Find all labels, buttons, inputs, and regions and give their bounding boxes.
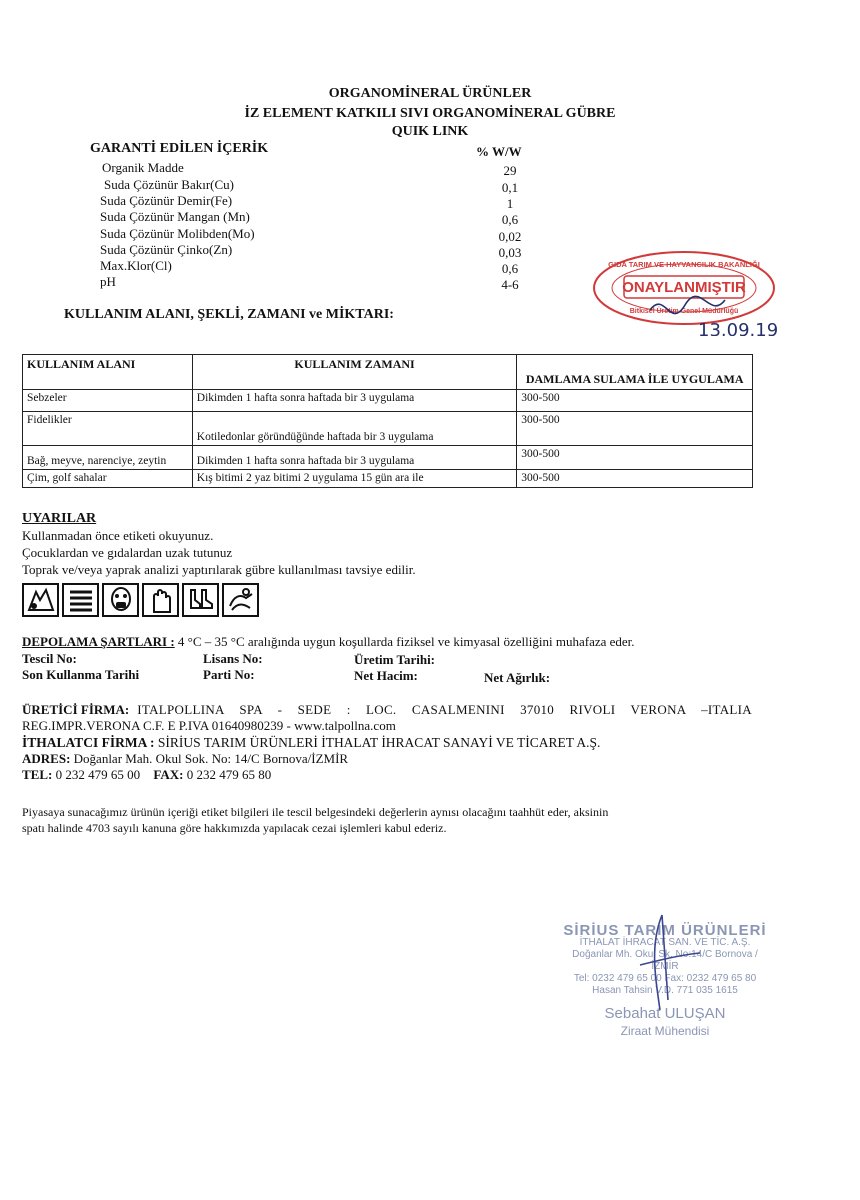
stamp-approved: ONAYLANMIŞTIR <box>622 279 746 296</box>
importer-label: İTHALATCI FİRMA : <box>22 735 155 750</box>
ingredient-name: Suda Çözünür Demir(Fe) <box>100 193 233 208</box>
importer-line <box>22 735 600 751</box>
table-cell: Kotiledonlar göründüğünde haftada bir 3 uygulama <box>192 412 517 446</box>
ingredient-name: Organik Madde <box>102 160 184 175</box>
doc-title-line1: ORGANOMİNERAL ÜRÜNLER <box>328 86 532 101</box>
table-cell: Kış bitimi 2 yaz bitimi 2 uygulama 15 gün ara ile <box>192 470 517 488</box>
usage-table <box>22 354 753 488</box>
table-header-row <box>23 355 753 390</box>
declaration-line1: Piyasaya sunacağımız ürünün içeriği etiket bilgileri ile tescil belgesindeki değerlerin aynısı olacağını taahhüt eder, aksinin <box>22 805 609 819</box>
producer-reg: REG.IMPR.VERONA C.F. E P.IVA 01640980239 - www.talpollna.com <box>22 718 396 733</box>
warnings-title: UYARILAR <box>22 511 97 526</box>
column-header: KULLANIM ALANI <box>23 355 193 390</box>
table-row <box>23 412 753 446</box>
stamp-date: 13.09.19 <box>698 320 778 336</box>
warning-line: Toprak ve/veya yaprak analizi yaptırılarak gübre kullanılması tavsiye edilir. <box>22 562 416 577</box>
tel-label: TEL: <box>22 767 53 782</box>
doc-title-line2: İZ ELEMENT KATKILI SIVI ORGANOMİNERAL GÜBRE <box>244 106 616 121</box>
ingredient-value: 0,03 <box>498 245 522 260</box>
safety-pictograms <box>22 583 259 617</box>
ingredient-value: 0,1 <box>501 180 519 195</box>
declaration-line2: spatı halinde 4703 sayılı kanuna göre hakkımızda yapılacak cezai işlemleri kabul ederiz. <box>22 821 447 835</box>
face-mask-icon <box>102 583 139 617</box>
ingredient-value: 0,6 <box>501 212 519 227</box>
stamp-department: Bitkisel Üretim Genel Müdürlüğü <box>629 308 739 315</box>
ingredient-value: 0,6 <box>501 261 519 276</box>
signature-name: Sebahat ULUŞAN <box>604 1005 726 1022</box>
boots-icon <box>182 583 219 617</box>
registry-uretim: Üretim Tarihi: <box>354 652 436 667</box>
table-cell: 300-500 <box>517 446 753 470</box>
unit-header: % W/W <box>476 144 522 159</box>
table-cell: 300-500 <box>517 412 753 446</box>
producer-line <box>22 702 752 718</box>
fax-label: FAX: <box>153 767 184 782</box>
product-name: QUIK LINK <box>391 124 469 139</box>
importer-text: SİRİUS TARIM ÜRÜNLERİ İTHALAT İHRACAT SANAYİ VE TİCARET A.Ş. <box>157 735 601 750</box>
table-cell: Fidelikler <box>23 412 193 446</box>
column-header: DAMLAMA SULAMA İLE UYGULAMA <box>517 355 753 390</box>
registry-net-hacim: Net Hacim: <box>354 668 418 683</box>
table-row <box>23 470 753 488</box>
table-row <box>23 390 753 412</box>
ingredient-name: Max.Klor(Cl) <box>100 258 172 273</box>
table-cell: Dikimden 1 hafta sonra haftada bir 3 uygulama <box>192 446 517 470</box>
registry-son-kullanma: Son Kullanma Tarihi <box>22 667 140 682</box>
address-label: ADRES: <box>22 751 71 766</box>
guarantee-title: GARANTİ EDİLEN İÇERİK <box>90 141 269 156</box>
producer-label: ÜRETİCİ FİRMA: <box>22 702 130 717</box>
ingredient-value: 1 <box>506 196 514 211</box>
address-line <box>22 751 348 767</box>
column-header: KULLANIM ZAMANI <box>192 355 517 390</box>
storage-text: 4 °C – 35 °C aralığında uygun koşullarda fiziksel ve kimyasal özelliğini muhafaza eder. <box>177 634 635 649</box>
tel-value: 0 232 479 65 00 <box>55 767 141 782</box>
signature-title: Ziraat Mühendisi <box>620 1024 710 1038</box>
storage-label: DEPOLAMA ŞARTLARI : <box>22 634 175 649</box>
ingredient-value: 4-6 <box>501 277 519 292</box>
company-signature-stamp <box>560 905 770 1039</box>
producer-text: ITALPOLLINA SPA - SEDE : LOC. CASALMENINI 37010 RIVOLI VERONA –ITALIA <box>137 702 752 717</box>
ingredient-value: 29 <box>503 163 517 178</box>
table-cell: Sebzeler <box>23 390 193 412</box>
ingredient-name: Suda Çözünür Çinko(Zn) <box>100 242 233 257</box>
registry-lisans: Lisans No: <box>203 651 263 666</box>
ingredient-name: pH <box>100 274 116 289</box>
signature-line: Hasan Tahsin V.D. 771 035 1615 <box>592 985 738 996</box>
ingredient-name: Suda Çözünür Bakır(Cu) <box>104 177 234 192</box>
warning-line: Çocuklardan ve gıdalardan uzak tutunuz <box>22 545 233 560</box>
hazard-pictogram-icon <box>22 583 59 617</box>
wash-hands-icon <box>222 583 259 617</box>
signature-line: İTHALAT İHRACAT SAN. VE TİC. A.Ş. <box>579 937 751 948</box>
storage-line <box>22 634 762 650</box>
table-cell: Bağ, meyve, narenciye, zeytin <box>23 446 193 470</box>
address-text: Doğanlar Mah. Okul Sok. No: 14/C Bornova/İZMİR <box>73 751 349 766</box>
ingredient-value: 0,02 <box>498 229 522 244</box>
contact-line <box>22 767 271 783</box>
table-cell: Dikimden 1 hafta sonra haftada bir 3 uygulama <box>192 390 517 412</box>
signature-company: SİRİUS TARIM ÜRÜNLERİ <box>563 922 767 939</box>
table-cell: Çim, golf sahalar <box>23 470 193 488</box>
table-row <box>23 446 753 470</box>
table-cell: 300-500 <box>517 470 753 488</box>
signature-line: Tel: 0232 479 65 00 Fax: 0232 479 65 80 <box>573 973 757 984</box>
registry-net-agirlik: Net Ağırlık: <box>484 670 551 685</box>
registry-tescil: Tescil No: <box>22 651 77 666</box>
ingredient-name: Suda Çözünür Molibden(Mo) <box>100 226 255 241</box>
fax-value: 0 232 479 65 80 <box>186 767 272 782</box>
approval-stamp <box>590 250 778 336</box>
table-cell: 300-500 <box>517 390 753 412</box>
signature-icon <box>620 905 710 1015</box>
no-eating-icon <box>62 583 99 617</box>
registry-parti: Parti No: <box>203 667 255 682</box>
signature-line: Doğanlar Mh. Okul Sk. No:14/C Bornova /İZMİR <box>572 949 758 972</box>
stamp-ministry: GIDA TARIM VE HAYVANCILIK BAKANLIĞI <box>608 260 760 269</box>
warning-line: Kullanmadan önce etiketi okuyunuz. <box>22 528 214 543</box>
ingredient-name: Suda Çözünür Mangan (Mn) <box>100 209 250 224</box>
usage-title: KULLANIM ALANI, ŞEKLİ, ZAMANI ve MİKTARI: <box>64 307 394 322</box>
gloves-icon <box>142 583 179 617</box>
